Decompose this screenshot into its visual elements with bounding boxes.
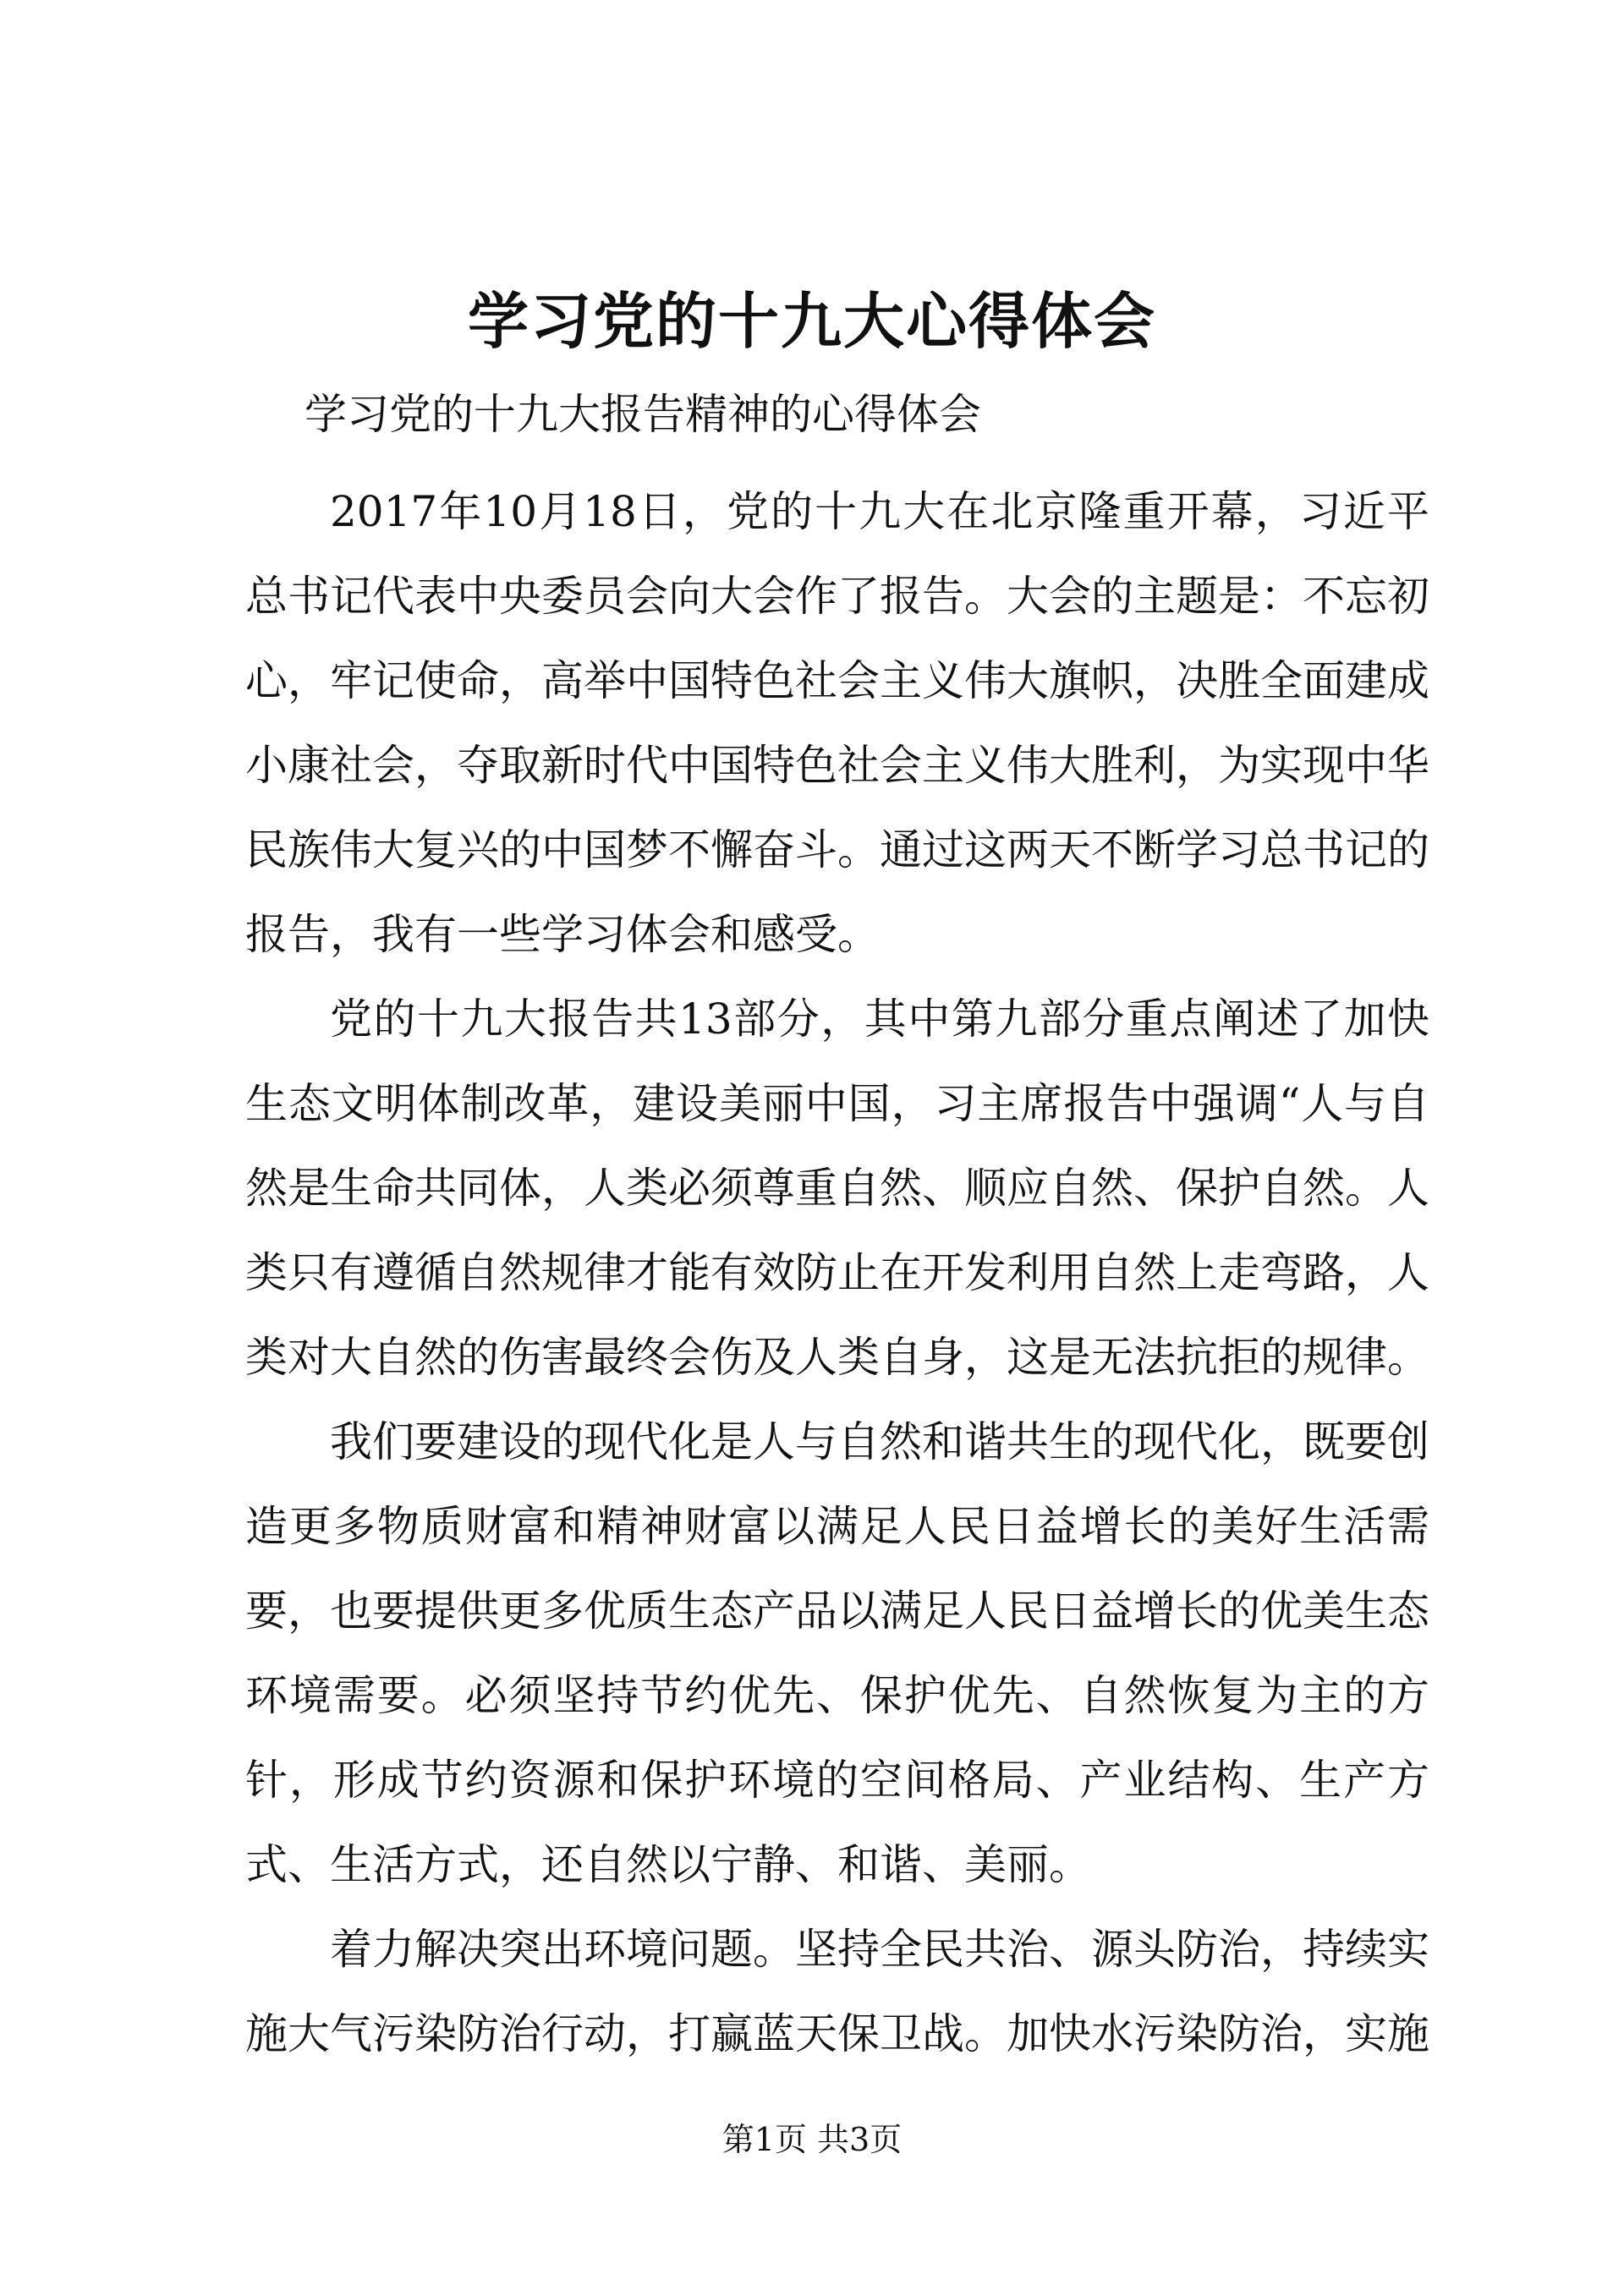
page-footer: 第1页 共3页 <box>721 2121 903 2158</box>
document-subtitle: 学习党的十九大报告精神的心得体会 <box>304 390 981 439</box>
paragraph-3: 我们要建设的现代化是人与自然和谐共生的现代化，既要创造更多物质财富和精神财富以满足人民日益增长的美好生活需要，也要提供更多优质生态产品以满足人民日益增长的优美生态环境需要。必须坚持节约优先、保护优先、自然恢复为主的方针，形成节约资源和保护环境的空间格局、产业结构、生产方式、生活方式，还自然以宁静、和谐、美丽。 <box>245 1417 1429 1889</box>
document-body <box>245 469 1429 2076</box>
paragraph-2: 党的十九大报告共13部分，其中第九部分重点阐述了加快生态文明体制改革，建设美丽中国，习主席报告中强调“人与自然是生命共同体，人类必须尊重自然、顺应自然、保护自然。人类只有遵循自然规律才能有效防止在开发利用自然上走弯路，人类对大自然的伤害最终会伤及人类自身，这是无法抗拒的规律。 <box>245 995 1429 1382</box>
paragraph-1: 2017年10月18日，党的十九大在北京隆重开幕，习近平总书记代表中央委员会向大会作了报告。大会的主题是：不忘初心，牢记使命，高举中国特色社会主义伟大旗帜，决胜全面建成小康社会，夺取新时代中国特色社会主义伟大胜利，为实现中华民族伟大复兴的中国梦不懈奋斗。通过这两天不断学习总书记的报告，我有一些学习体会和感受。 <box>245 487 1429 959</box>
document-title: 学习党的十九大心得体会 <box>467 285 1156 357</box>
paragraph-4: 着力解决突出环境问题。坚持全民共治、源头防治，持续实施大气污染防治行动，打赢蓝天保卫战。加快水污染防治，实施 <box>245 1925 1429 2058</box>
